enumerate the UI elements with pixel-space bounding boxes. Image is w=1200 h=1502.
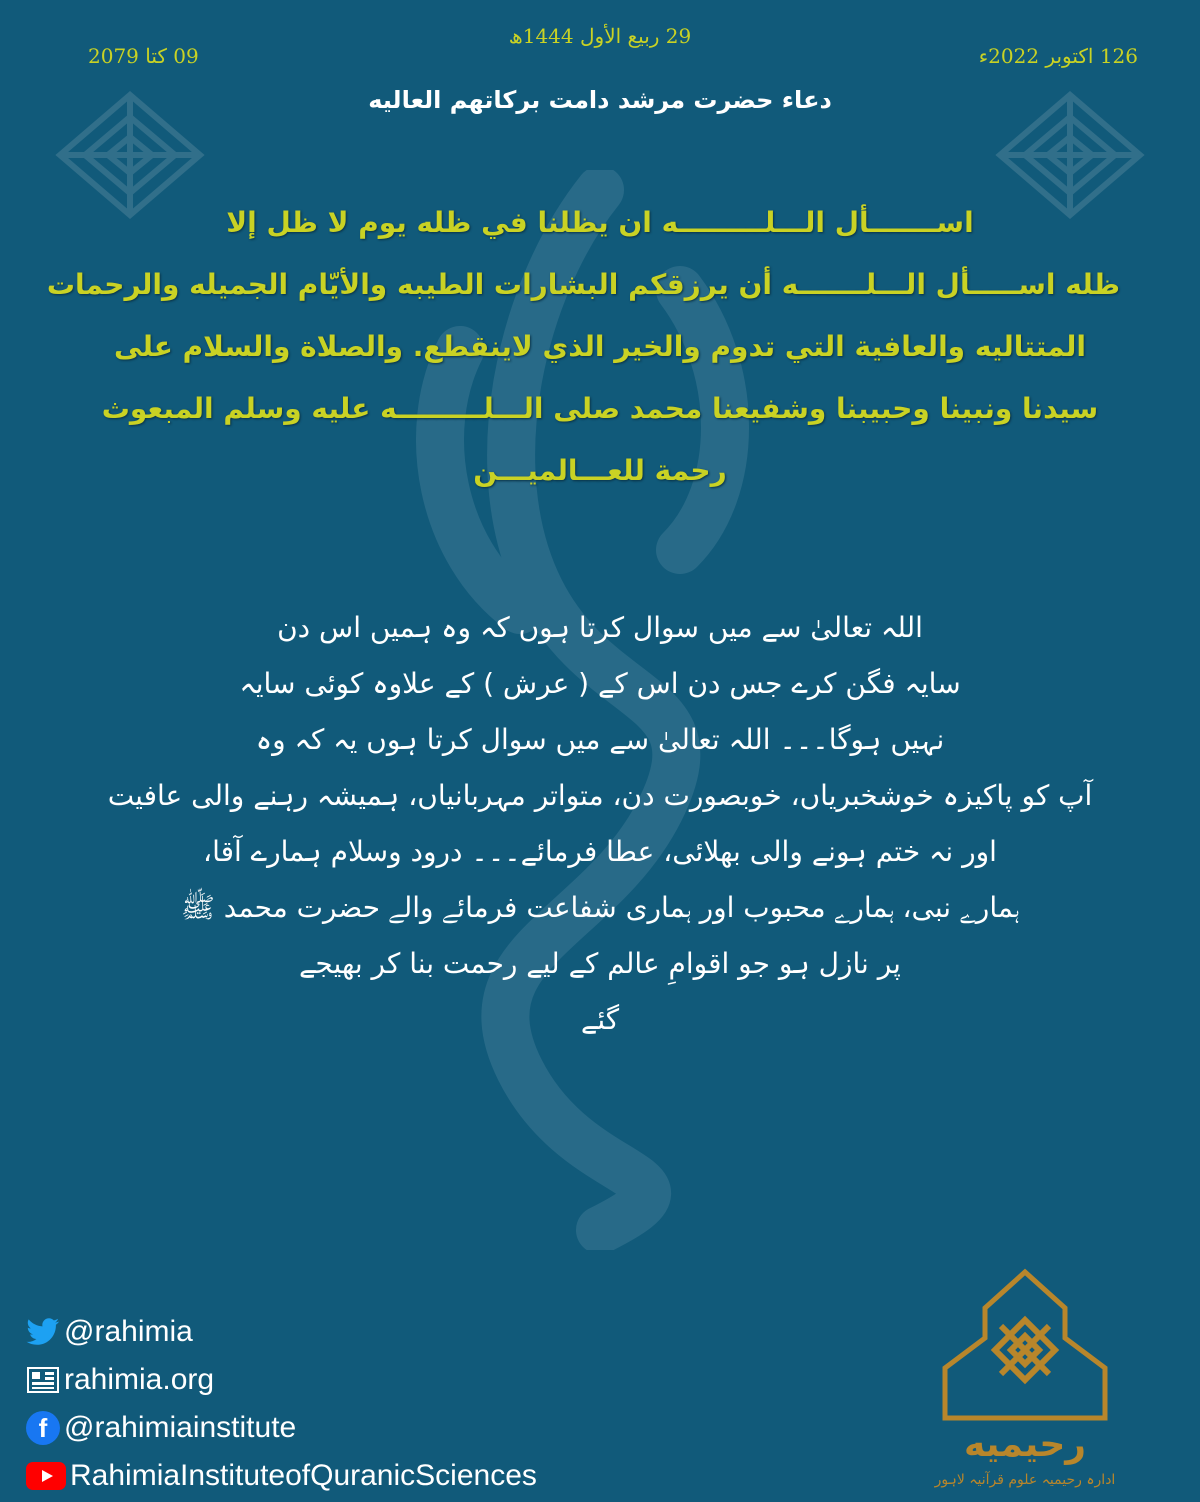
urdu-line: آپ کو پاکیزہ خوشخبریاں، خوبصورت دن، متواتر مہربانیاں، ہمیشہ رہنے والی عافیت: [107, 779, 1093, 812]
arabic-line: المتتاليه والعافية التي تدوم والخير الذي لاينقطع. والصلاة والسلام على: [113, 330, 1086, 363]
urdu-line: پر نازل ہو جو اقوامِ عالم کے لیے رحمت بنا کر بھیجے: [299, 947, 901, 980]
website-link[interactable]: [26, 1358, 537, 1402]
twitter-handle: @rahimia: [64, 1315, 193, 1348]
urdu-line: سایہ فگن کرے جس دن اس کے ( عرش ) کے علاوہ کوئی سایہ: [239, 667, 961, 700]
gregorian-date: 126 اکتوبر 2022ء: [978, 44, 1138, 68]
facebook-link[interactable]: [26, 1406, 537, 1450]
youtube-link[interactable]: [26, 1454, 537, 1498]
logo-name: رحیمیه: [963, 1424, 1087, 1465]
twitter-link[interactable]: [26, 1310, 537, 1354]
arabic-line: سيدنا ونبينا وحبيبنا وشفيعنا محمد صلى الـــلـــــــــه عليه وسلم المبعوث: [101, 392, 1099, 425]
youtube-channel: RahimiaInstituteofQuranicSciences: [70, 1459, 537, 1492]
urdu-line: ہمارے نبی، ہمارے محبوب اور ہماری شفاعت فرمائے والے حضرت محمد ﷺ: [181, 891, 1019, 924]
urdu-line: اللہ تعالیٰ سے میں سوال کرتا ہوں کہ وہ ہمیں اس دن: [277, 611, 923, 644]
bikrami-date: 09 کتا 2079: [88, 44, 199, 68]
arabic-line: اســـــــأل الـــلـــــــــه ان يظلنا في ظله يوم لا ظل إلا: [226, 206, 974, 239]
rahimia-logo: [905, 1268, 1145, 1492]
urdu-translation: [60, 600, 1140, 1048]
website-url: rahimia.org: [64, 1363, 215, 1396]
facebook-handle: @rahimiainstitute: [64, 1411, 297, 1444]
arabic-line: رحمة للعـــالميـــن: [473, 454, 727, 487]
twitter-icon: [26, 1317, 60, 1347]
arabic-line: ظله اســـــأل الـــلـــــــه أن يرزقكم البشارات الطيبه والأيّام الجميله والرحمات: [46, 268, 1120, 301]
website-icon: [26, 1365, 60, 1395]
hijri-date: 29 ربیع الأول 1444ھ: [508, 24, 692, 48]
youtube-icon: [26, 1462, 66, 1490]
social-links: [26, 1310, 537, 1502]
logo-subtitle: ادارہ رحیمیہ علوم قرآنیہ لاہور: [934, 1472, 1116, 1488]
facebook-icon: f: [26, 1411, 60, 1445]
urdu-line: گئے: [580, 1003, 620, 1036]
arabic-dua: [46, 192, 1120, 502]
urdu-line: اور نہ ختم ہونے والی بھلائی، عطا فرمائے۔۔۔ درود وسلام ہمارے آقا،: [203, 835, 997, 868]
page-title: دعاء حضرت مرشد دامت برکاتھم العالیه: [368, 86, 832, 114]
urdu-line: نہیں ہوگا۔۔۔ اللہ تعالیٰ سے میں سوال کرتا ہوں یہ کہ وہ: [255, 723, 945, 756]
